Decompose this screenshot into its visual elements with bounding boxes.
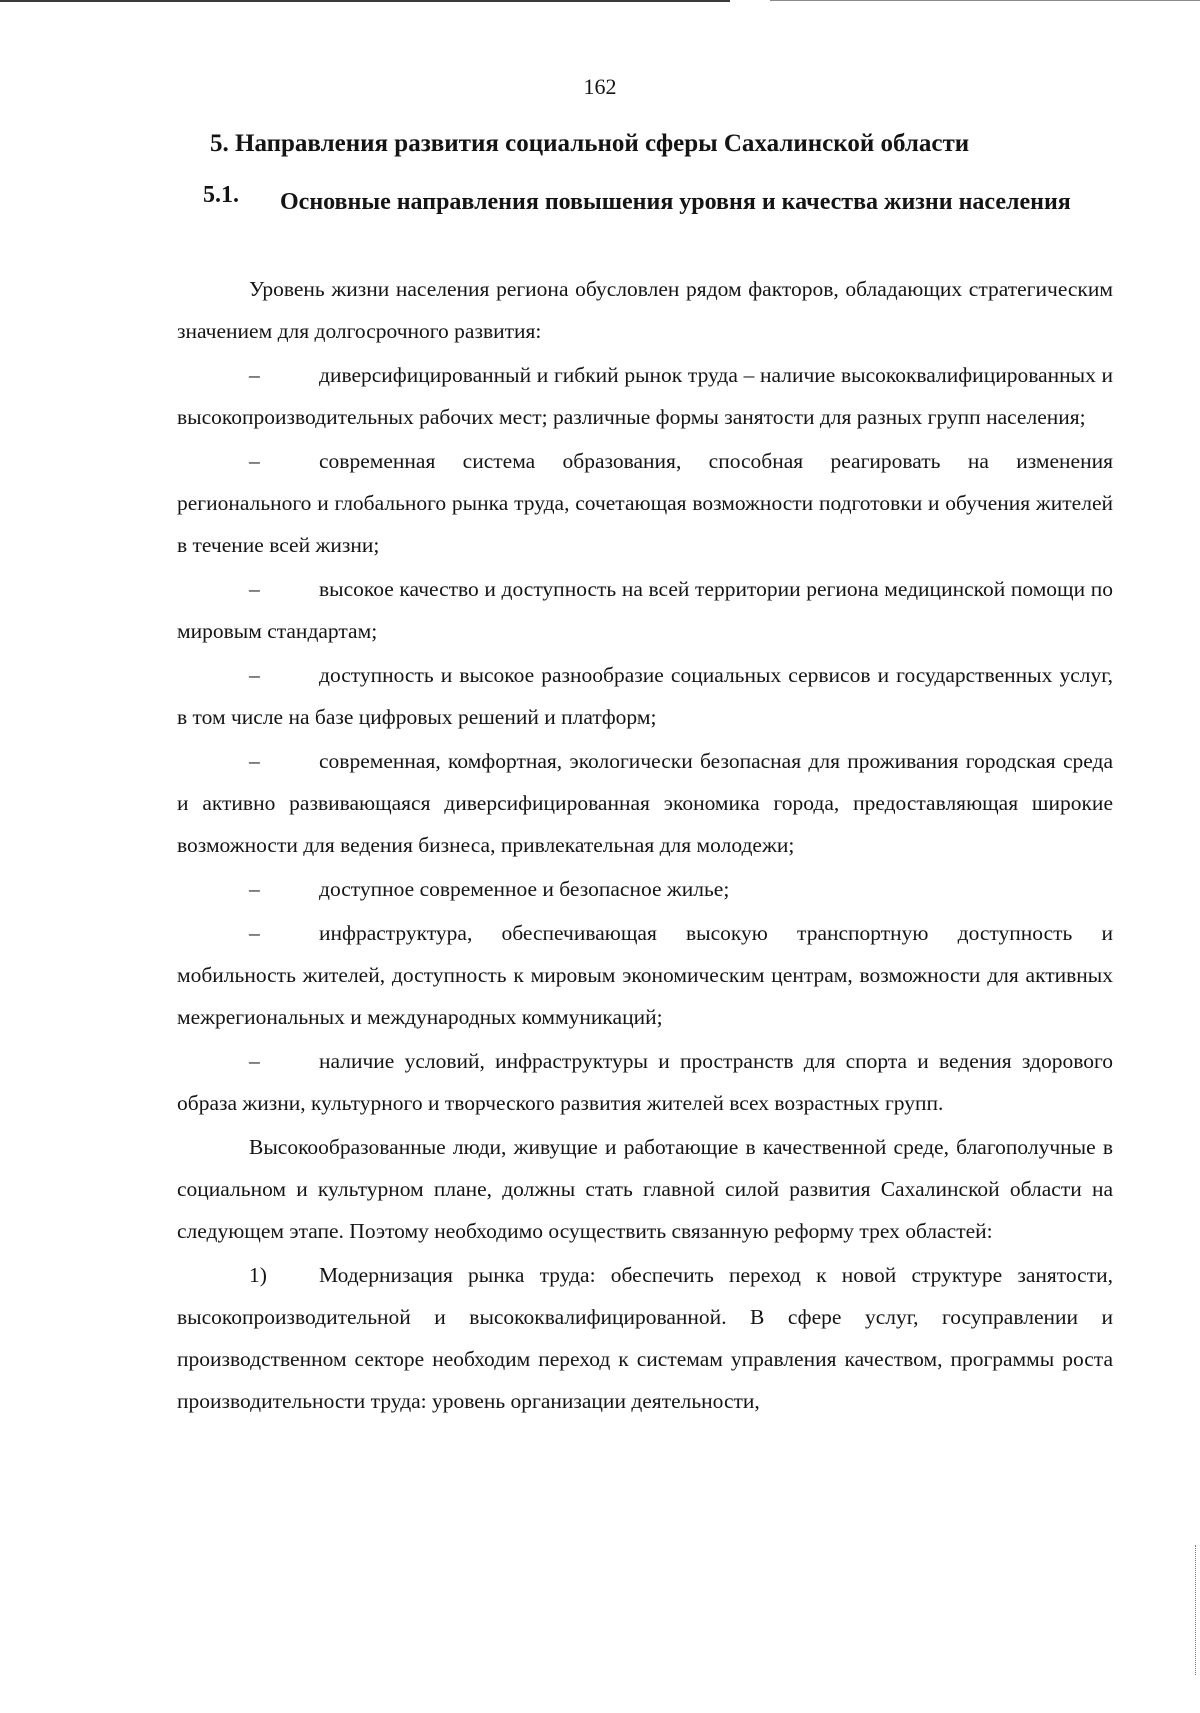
- scan-edge-mark: [1195, 1545, 1197, 1675]
- list-item-text: наличие условий, инфраструктуры и пространств для спорта и ведения здорового образа жизни, культурного и творческого развития жителей всех возрастных групп.: [177, 1049, 1113, 1115]
- list-item-text: доступное современное и безопасное жилье;: [319, 877, 730, 901]
- intro-paragraph: Уровень жизни населения региона обусловлен рядом факторов, обладающих стратегическим значением для долгосрочного развития:: [177, 277, 1113, 343]
- list-item: [177, 654, 1113, 738]
- dash-marker: –: [249, 1049, 260, 1073]
- dash-marker: –: [249, 877, 260, 901]
- list-item: [177, 740, 1113, 866]
- numbered-item: [177, 1254, 1113, 1422]
- item-number: 1): [249, 1263, 267, 1287]
- numbered-item-text: Модернизация рынка труда: обеспечить переход к новой структуре занятости, высокопроизводительной и высококвалифицированной. В сфере услуг, госуправлении и производственном секторе необходим переход к системам управления качеством, программы роста производительности труда: уровень организации деятельности,: [177, 1263, 1113, 1413]
- list-item: [177, 1040, 1113, 1124]
- page-number: 162: [583, 74, 617, 99]
- dash-marker: –: [249, 921, 260, 945]
- list-item: [177, 868, 1113, 910]
- scan-edge-line: [0, 0, 730, 2]
- dash-marker: –: [249, 749, 260, 773]
- subsection-heading: Основные направления повышения уровня и качества жизни населения: [280, 189, 1071, 215]
- section-heading: 5. Направления развития социальной сферы Сахалинской области: [210, 130, 970, 157]
- list-item-text: доступность и высокое разнообразие социальных сервисов и государственных услуг, в том числе на базе цифровых решений и платформ;: [177, 663, 1113, 729]
- list-item-text: диверсифицированный и гибкий рынок труда – наличие высококвалифицированных и высокопроизводительных рабочих мест; различные формы занятости для разных групп населения;: [177, 363, 1113, 429]
- dash-marker: –: [249, 577, 260, 601]
- list-item-text: современная система образования, способная реагировать на изменения регионального и глобального рынка труда, сочетающая возможности подготовки и обучения жителей в течение всей жизни;: [177, 449, 1113, 557]
- body-paragraph: Высокообразованные люди, живущие и работающие в качественной среде, благополучные в социальном и культурном плане, должны стать главной силой развития Сахалинской области на следующем этапе. Поэтому необходимо осуществить связанную реформу трех областей:: [177, 1135, 1113, 1243]
- dash-marker: –: [249, 449, 260, 473]
- scan-edge-line: [770, 0, 1200, 1]
- list-item: [177, 568, 1113, 652]
- document-body: [177, 268, 1113, 1424]
- dash-marker: –: [249, 363, 260, 387]
- list-item-text: современная, комфортная, экологически безопасная для проживания городская среда и активно развивающаяся диверсифицированная экономика города, предоставляющая широкие возможности для ведения бизнеса, привлекательная для молодежи;: [177, 749, 1113, 857]
- subsection-number: 5.1.: [203, 182, 239, 208]
- list-item: [177, 912, 1113, 1038]
- dash-marker: –: [249, 663, 260, 687]
- list-item-text: высокое качество и доступность на всей территории региона медицинской помощи по мировым стандартам;: [177, 577, 1113, 643]
- list-item-text: инфраструктура, обеспечивающая высокую транспортную доступность и мобильность жителей, доступность к мировым экономическим центрам, возможности для активных межрегиональных и международных коммуникаций;: [177, 921, 1113, 1029]
- list-item: [177, 440, 1113, 566]
- list-item: [177, 354, 1113, 438]
